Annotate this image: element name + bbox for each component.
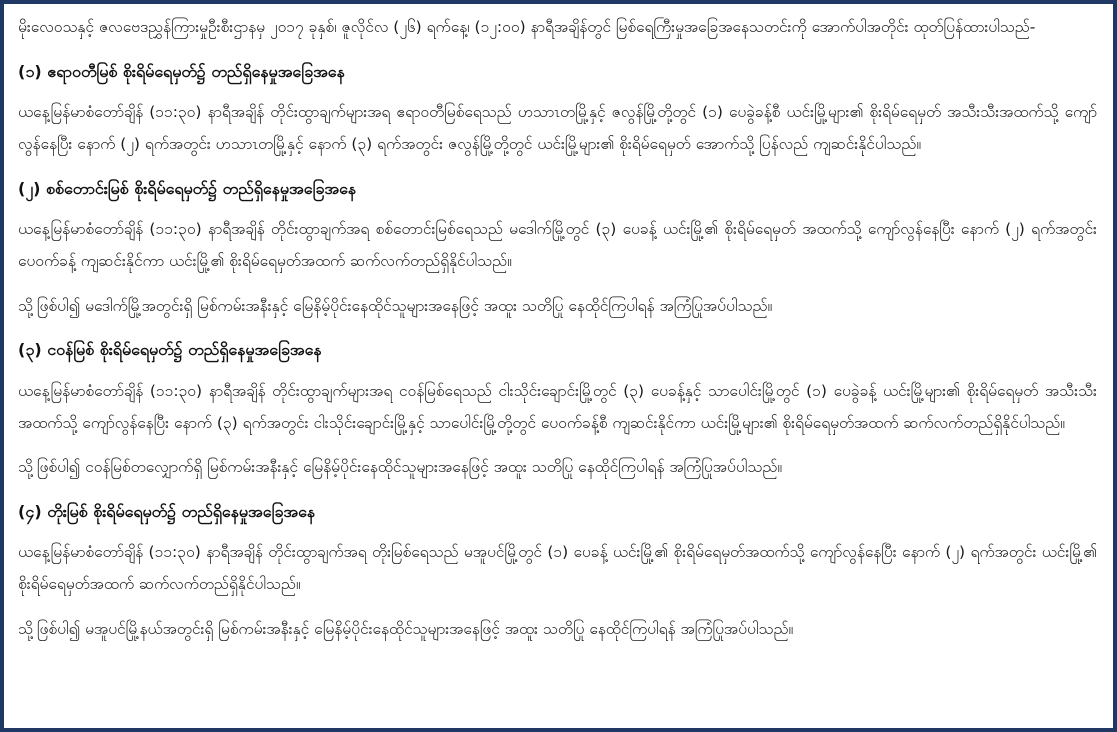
intro-paragraph: မိုးလေဝသနှင့် ဇလဗေဒညွှန်ကြားမှုဦးစီးဌာနမှ ၂၀၁၇ ခုနှစ်၊ ဇူလိုင်လ (၂၆) ရက်နေ့၊ (၁၂:၀၀) နာရီအချိန်တွင် မြစ်ရေကြီးမှုအခြေအနေသတင်းကို အောက်ပါအတိုင်း ထုတ်ပြန်ထားပါသည်-	[18, 18, 1036, 36]
section-heading-sittaung: (၂) စစ်တောင်းမြစ် စိုးရိမ်ရေမှတ်၌ တည်ရှိနေမှုအခြေအနေ	[18, 178, 357, 198]
section-heading-ngawun: (၃) ငဝန်မြစ် စိုးရိမ်ရေမှတ်၌ တည်ရှိနေမှုအခြေအနေ	[18, 340, 322, 360]
section-advisory-paragraph: သို့ဖြစ်ပါ၍ မဒေါက်မြို့အတွင်းရှိ မြစ်ကမ်းအနီးနှင့် မြေနိမ့်ပိုင်းနေထိုင်သူများအနေဖြင့် အထူး သတိပြု နေထိုင်ကြပါရန် အကြံပြုအပ်ပါသည်။	[18, 296, 773, 315]
document-content	[4, 4, 1113, 656]
section-heading-toe: (၄) တိုးမြစ် စိုးရိမ်ရေမှတ်၌ တည်ရှိနေမှုအခြေအနေ	[18, 502, 316, 522]
section-advisory-paragraph: သို့ဖြစ်ပါ၍ မအူပင်မြို့နယ်အတွင်းရှိ မြစ်ကမ်းအနီးနှင့် မြေနိမ့်ပိုင်းနေထိုင်သူများအနေဖြင့် အထူး သတိပြု နေထိုင်ကြပါရန် အကြံပြုအပ်ပါသည်။	[18, 619, 794, 638]
section-paragraph: ယနေ့မြန်မာစံတော်ချိန် (၁၁:၃၀) နာရီအချိန် တိုင်းထွာချက်အရ စစ်တောင်းမြစ်ရေသည် မဒေါက်မြို့တွင် (၃) ပေခန့် ယင်းမြို့၏ စိုးရိမ်ရေမှတ် အထက်သို့ ကျော်လွန်နေပြီး နောက် (၂) ရက်အတွင်း ပေဝက်ခန့် ကျဆင်းနိုင်ကာ ယင်းမြို့၏ စိုးရိမ်ရေမှတ်အထက် ဆက်လက်တည်ရှိနိုင်ပါသည်။	[18, 220, 1097, 270]
section-heading-irrawaddy: (၁) ဧရာဝတီမြစ် စိုးရိမ်ရေမှတ်၌ တည်ရှိနေမှုအခြေအနေ	[18, 61, 345, 81]
section-paragraph: ယနေ့မြန်မာစံတော်ချိန် (၁၁:၃၀) နာရီအချိန် တိုင်းထွာချက်များအရ ငဝန်မြစ်ရေသည် ငါးသိုင်းချောင်းမြို့တွင် (၃) ပေခန့်နှင့် သာပေါင်းမြို့တွင် (၁) ပေခွဲခန့် ယင်းမြို့များ၏ စိုးရိမ်ရေမှတ် အသီးသီးအထက်သို့ ကျော်လွန်နေပြီး နောက် (၃) ရက်အတွင်း ငါးသိုင်းချောင်းမြို့နှင့် သာပေါင်းမြို့တို့တွင် ပေဝက်ခန့်စီ ကျဆင်းနိုင်ကာ ယင်းမြို့များ၏ စိုးရိမ်ရေမှတ်အထက် ဆက်လက်တည်ရှိနိုင်ပါသည်။	[18, 381, 1097, 432]
section-advisory-paragraph: သို့ဖြစ်ပါ၍ ငဝန်မြစ်တလျှောက်ရှိ မြစ်ကမ်းအနီးနှင့် မြေနိမ့်ပိုင်းနေထိုင်သူများအနေဖြင့် အထူး သတိပြု နေထိုင်ကြပါရန် အကြံပြုအပ်ပါသည်။	[18, 458, 783, 477]
section-paragraph: ယနေ့မြန်မာစံတော်ချိန် (၁၁:၃၀) နာရီအချိန် တိုင်းထွာချက်များအရ ဧရာဝတီမြစ်ရေသည် ဟသာၤတမြို့နှင့် ဇလွန်မြို့တို့တွင် (၁) ပေခွဲခန့်စီ ယင်းမြို့များ၏ စိုးရိမ်ရေမှတ် အသီးသီးအထက်သို့ ကျော်လွန်နေပြီး နောက် (၂) ရက်အတွင်း ဟသာၤတမြို့နှင့် နောက် (၃) ရက်အတွင်း ဇလွန်မြို့တို့တွင် ယင်းမြို့များ၏ စိုးရိမ်ရေမှတ် အောက်သို့ ပြန်လည် ကျဆင်းနိုင်ပါသည်။	[18, 103, 1097, 153]
section-paragraph: ယနေ့မြန်မာစံတော်ချိန် (၁၁:၃၀) နာရီအချိန် တိုင်းထွာချက်အရ တိုးမြစ်ရေသည် မအူပင်မြို့တွင် (၁) ပေခန့် ယင်းမြို့၏ စိုးရိမ်ရေမှတ်အထက်သို့ ကျော်လွန်နေပြီး နောက် (၂) ရက်အတွင်း ယင်းမြို့၏ စိုးရိမ်ရေမှတ်အထက် ဆက်လက်တည်ရှိနိုင်ပါသည်။	[18, 543, 1097, 594]
